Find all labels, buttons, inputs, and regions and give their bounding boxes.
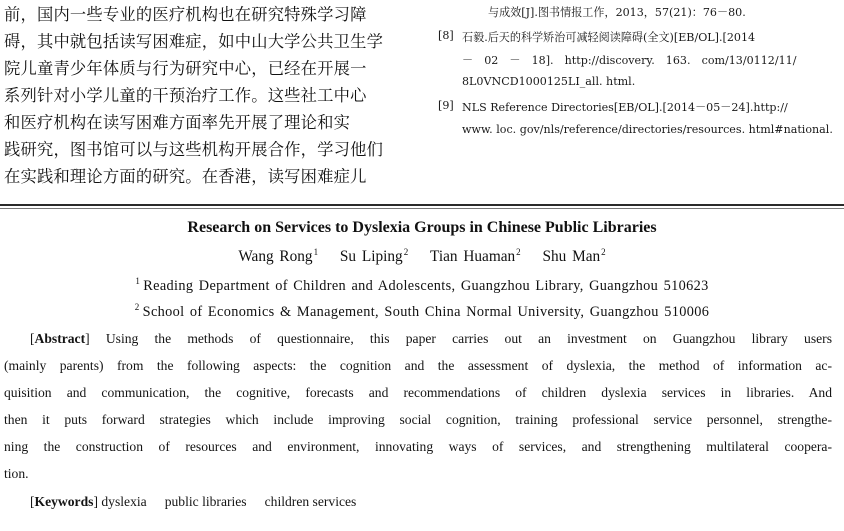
keywords-open-bracket: [ xyxy=(30,494,35,509)
abstract-line: (mainly parents) from the following aspects: the cognition and the assessment of dyslexia, the method of information ac- xyxy=(4,358,832,373)
reference-line: www. loc. gov/nls/reference/directories/resources. html#national. xyxy=(462,123,833,136)
author-name: Shu Man xyxy=(542,248,601,265)
body-line: 系列针对小学儿童的干预治疗工作。这些社工中心 xyxy=(4,86,367,105)
reference-line: 石毅.后天的科学矫治可减轻阅读障碍(全文)[EB/OL].[2014 xyxy=(462,31,756,44)
abstract-open-bracket: [ xyxy=(30,331,35,346)
affiliation-text: Reading Department of Children and Adolescents, Guangzhou Library, Guangzhou 510623 xyxy=(143,278,709,294)
author-affil-mark: 2 xyxy=(403,247,409,257)
abstract-close-bracket: ] xyxy=(85,331,90,346)
author xyxy=(543,248,606,265)
reference-7-tail: 与成效[J].图书情报工作，2013，57(21)：76－80. xyxy=(488,6,746,19)
author xyxy=(340,248,408,265)
author-affil-mark: 1 xyxy=(313,247,319,257)
affiliation-text: School of Economics & Management, South China Normal University, Guangzhou 510006 xyxy=(142,304,710,320)
reference-line: NLS Reference Directories[EB/OL].[2014－05－24].http:// xyxy=(462,101,788,114)
body-line: 和医疗机构在读写困难方面率先开展了理论和实 xyxy=(4,113,351,132)
body-line: 在实践和理论方面的研究。在香港，读写困难症儿 xyxy=(4,167,367,186)
paper-title: Research on Services to Dyslexia Groups in Chinese Public Libraries xyxy=(187,219,657,236)
abstract-label: Abstract xyxy=(34,331,86,346)
reference-line: － 02 － 18]. http://discovery. 163. com/13/0112/11/ xyxy=(462,54,797,67)
section-divider xyxy=(0,204,844,206)
keywords-close-bracket: ] xyxy=(93,494,98,509)
abstract-line: tion. xyxy=(4,466,29,481)
author-list xyxy=(0,247,844,266)
body-line: 践研究，图书馆可以与这些机构开展合作，学习他们 xyxy=(4,140,384,159)
body-line: 碍，其中就包括读写困难症，如中山大学公共卫生学 xyxy=(4,32,384,51)
keyword: children services xyxy=(264,494,357,509)
abstract-line: ning the construction of resources and environment, innovating ways of services, and strengthening multilateral coopera- xyxy=(4,439,832,454)
abstract-line xyxy=(30,331,832,347)
keywords-label: Keywords xyxy=(34,494,94,509)
reference-number: [9] xyxy=(438,99,454,112)
author xyxy=(430,248,521,265)
keywords xyxy=(30,494,356,510)
abstract-text: Using the methods of questionnaire, this paper carries out an investment on Guangzhou library users xyxy=(105,331,832,346)
keyword: dyslexia xyxy=(101,494,147,509)
affiliation-mark: 2 xyxy=(134,302,140,312)
author-affil-mark: 2 xyxy=(516,247,521,257)
body-line: 前，国内一些专业的医疗机构也在研究特殊学习障 xyxy=(4,5,367,24)
keyword: public libraries xyxy=(164,494,247,509)
author-name: Wang Rong xyxy=(238,248,313,265)
author-affil-mark: 2 xyxy=(601,247,606,257)
body-line: 院儿童青少年体质与行为研究中心，已经在开展一 xyxy=(4,59,367,78)
affiliation-1 xyxy=(0,276,844,295)
abstract-line: then it puts forward strategies which include improving social cognition, training professional service personnel, strengthe- xyxy=(4,412,832,427)
affiliation-mark: 1 xyxy=(135,276,141,286)
author xyxy=(238,248,318,265)
section-divider-thin xyxy=(0,208,844,209)
author-name: Su Liping xyxy=(339,248,403,265)
reference-line: 8L0VNCD1000125LI_all. html. xyxy=(462,75,636,88)
abstract-line: quisition and communication, the cognitive, forecasts and recommendations of children dyslexia services in libraries. And xyxy=(4,385,832,400)
author-name: Tian Huaman xyxy=(430,248,516,265)
reference-number: [8] xyxy=(438,29,454,42)
affiliation-2 xyxy=(0,302,844,321)
